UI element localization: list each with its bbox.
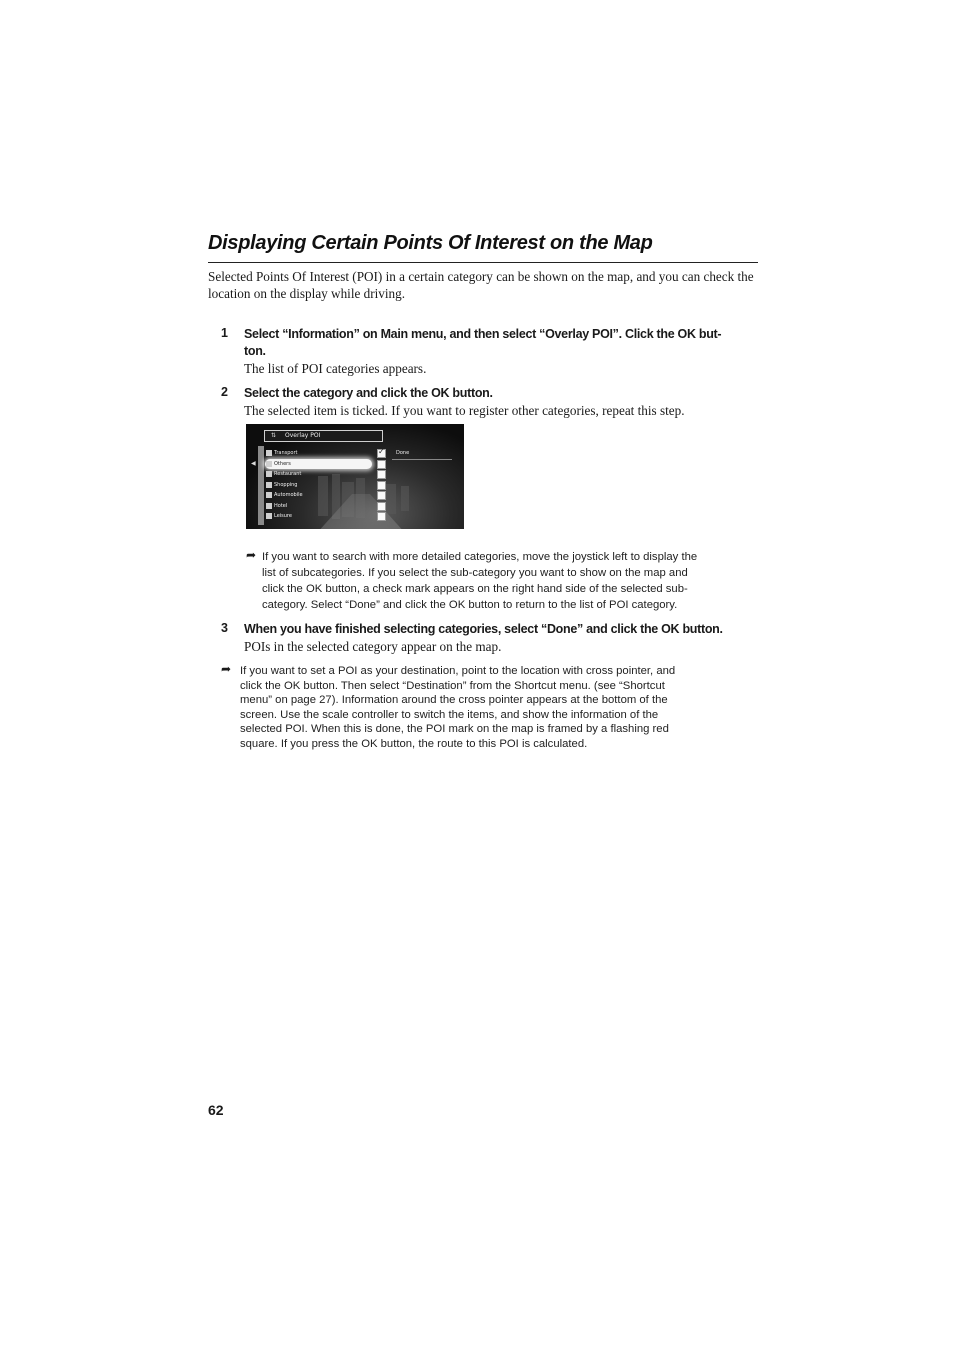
step-3-number: 3 [221,621,228,635]
screen-title: Overlay POI [285,432,321,439]
others-icon [266,461,272,467]
done-underline [392,459,452,460]
category-checkbox[interactable] [377,460,386,469]
step-2-body: The selected item is ticked. If you want to register other categories, repeat this step. [244,403,685,418]
step-1-heading-line2: ton. [244,344,266,358]
category-label: Others [274,461,291,467]
category-checkbox[interactable] [377,512,386,521]
category-checkbox[interactable] [377,449,386,458]
done-button[interactable]: Done [396,450,410,456]
category-label: Transport [274,450,298,456]
step-3-heading: When you have finished selecting categories, select “Done” and click the OK button. [244,622,723,636]
category-label: Hotel [274,503,288,509]
step-3-body: POIs in the selected category appear on the map. [244,639,502,654]
scrollbar[interactable] [258,446,264,525]
note-line: click the OK button, a check mark appears on the right hand side of the selected sub- [262,583,688,595]
note-line: square. If you press the OK button, the route to this POI is calculated. [240,737,588,750]
note-line: click the OK button. Then select “Destination” from the Shortcut menu. (see “Shortcut [240,679,665,692]
left-arrow-icon: ◀ [251,460,256,467]
note-line: If you want to set a POI as your destination, point to the location with cross pointer, and [240,665,676,677]
screen-title-bar [264,430,383,442]
note-destination [240,664,760,752]
category-item-restaurant[interactable] [265,469,372,479]
step-1-heading-line1: Select “Information” on Main menu, and then select “Overlay POI”. Click the OK but- [244,327,722,341]
step-1-body: The list of POI categories appears. [244,361,427,376]
poi-icon: ⇅ [271,432,277,439]
note-line: menu” on page 27). Information around the cross pointer appears at the bottom of the [240,694,668,707]
hotel-icon [266,503,272,509]
note-line: selected POI. When this is done, the POI mark on the map is framed by a flashing red [240,723,669,736]
note-line: If you want to search with more detailed categories, move the joystick left to display the [262,551,698,563]
category-checkbox[interactable] [377,491,386,500]
overlay-poi-screenshot [246,424,464,529]
category-label: Automobile [274,492,303,498]
category-checkbox[interactable] [377,502,386,511]
page-title: Displaying Certain Points Of Interest on the Map [208,232,653,254]
category-label: Shopping [274,482,298,488]
step-2-heading: Select the category and click the OK button. [244,386,493,400]
step-1-heading [244,326,760,360]
note-line: category. Select “Done” and click the OK button to return to the list of POI category. [262,599,678,611]
shopping-icon [266,482,272,488]
category-item-leisure[interactable] [265,511,372,521]
page-number: 62 [208,1102,224,1118]
intro-paragraph: Selected Points Of Interest (POI) in a certain category can be shown on the map, and you can check the location on the display while driving. [208,269,754,301]
category-checkbox[interactable] [377,470,386,479]
category-label: Restaurant [274,471,302,477]
restaurant-icon [266,471,272,477]
category-item-others[interactable] [265,459,372,469]
category-item-shopping[interactable] [265,480,372,490]
leisure-icon [266,513,272,519]
note-arrow-icon: ➦ [221,662,232,676]
note-subcategories [262,549,760,613]
category-label: Leisure [274,513,292,519]
note-arrow-icon: ➦ [246,548,257,562]
note-line: screen. Use the scale controller to switch the items, and show the information of the [240,708,659,721]
step-1-number: 1 [221,326,228,340]
category-item-transport[interactable] [265,448,372,458]
category-item-hotel[interactable] [265,501,372,511]
category-checkbox[interactable] [377,481,386,490]
title-underline [208,262,758,263]
automobile-icon [266,492,272,498]
city-building [386,484,396,514]
category-item-automobile[interactable] [265,490,372,500]
city-building [401,486,409,511]
note-line: list of subcategories. If you select the sub-category you want to show on the map and [262,567,688,579]
step-2-number: 2 [221,385,228,399]
transport-icon [266,450,272,456]
